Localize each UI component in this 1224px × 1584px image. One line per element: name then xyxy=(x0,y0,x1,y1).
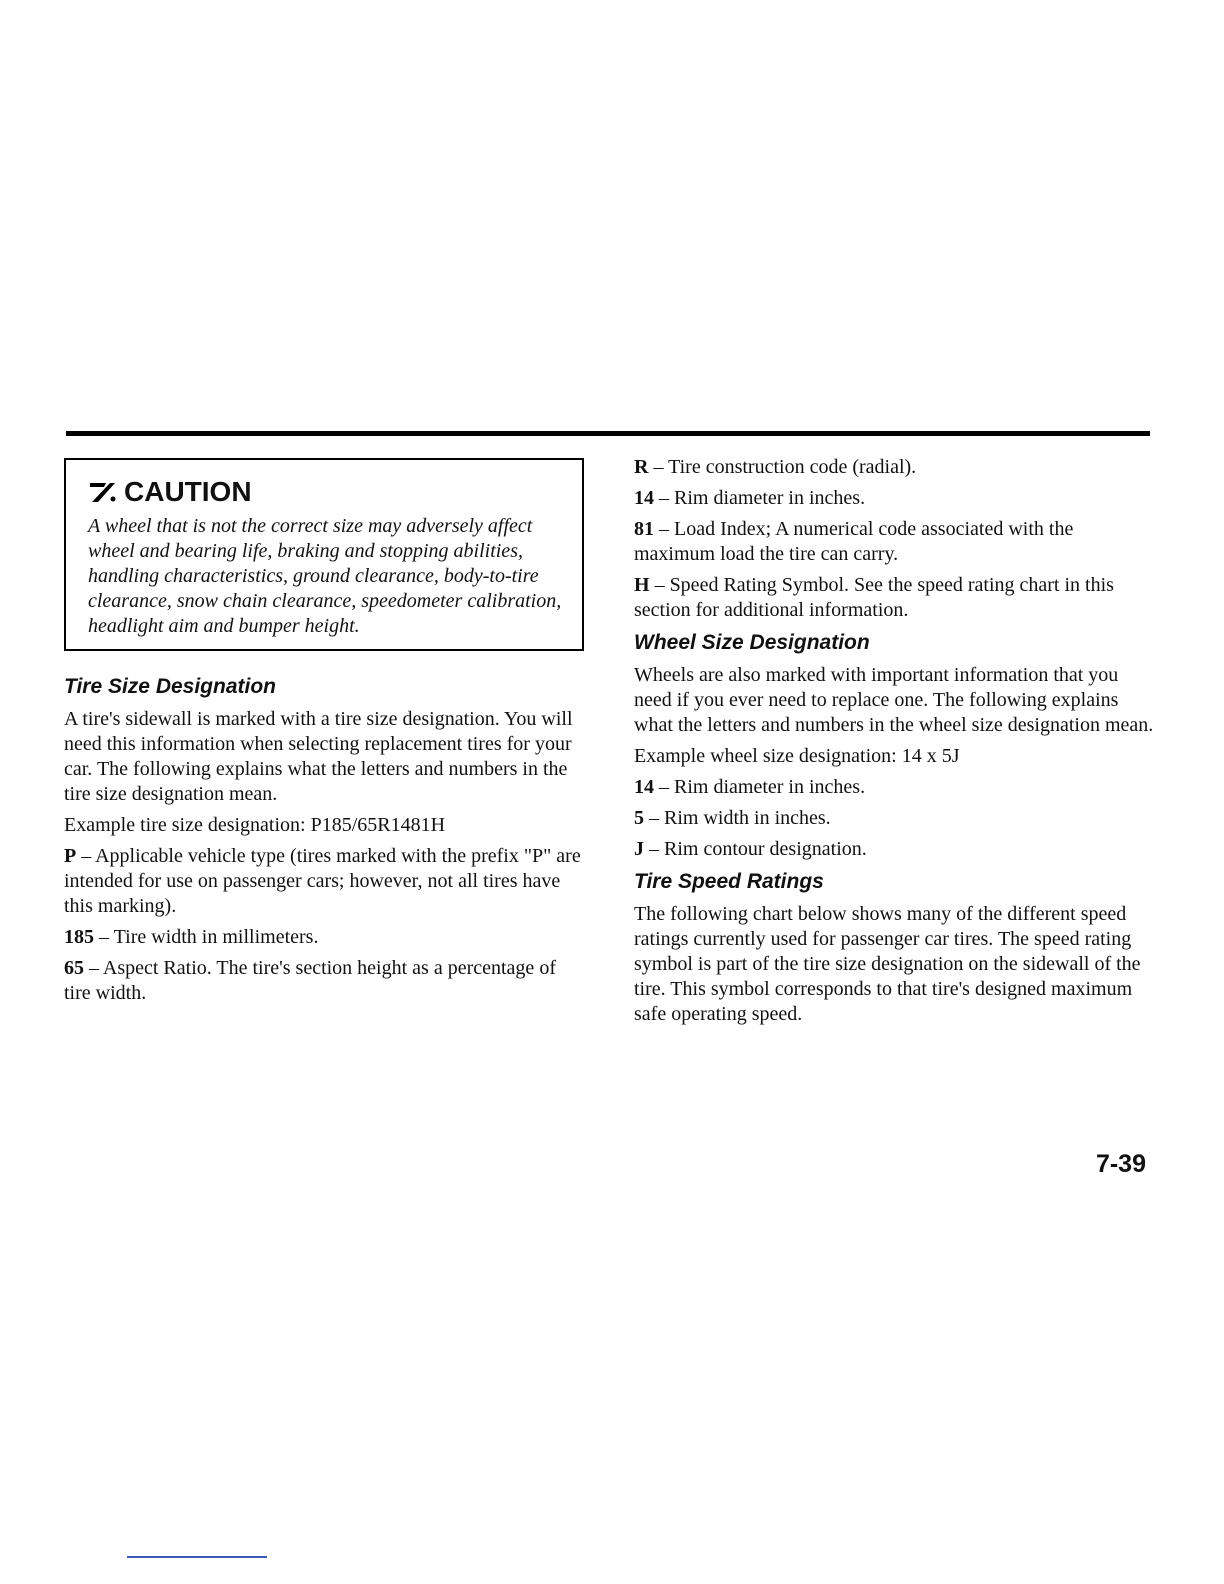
tire-item-81 xyxy=(634,517,1156,567)
caution-box xyxy=(64,458,584,651)
tire-size-heading: Tire Size Designation xyxy=(64,675,276,698)
right-column xyxy=(634,455,1156,1033)
tire-item-text: – Load Index; A numerical code associated with the maximum load the tire can carry. xyxy=(634,518,1074,565)
tire-item-text: – Aspect Ratio. The tire's section height as a percentage of tire width. xyxy=(64,957,556,1004)
wheel-item-code: J xyxy=(634,838,644,860)
caution-icon xyxy=(88,480,118,504)
wheel-item-text: – Rim contour designation. xyxy=(644,838,867,860)
wheel-item-14 xyxy=(634,775,1156,800)
wheel-size-heading: Wheel Size Designation xyxy=(634,631,870,654)
tire-item-code: P xyxy=(64,845,77,867)
tire-item-code: 185 xyxy=(64,926,94,948)
tire-size-example: Example tire size designation: P185/65R1481H xyxy=(64,814,446,836)
wheel-size-intro: Wheels are also marked with important information that you need if you ever need to replace one. The following explains what the letters and numbers in the wheel size designation mean. xyxy=(634,664,1154,736)
tire-item-code: H xyxy=(634,574,650,596)
tire-item-185 xyxy=(64,925,584,950)
tire-item-code: 81 xyxy=(634,518,654,540)
caution-text: A wheel that is not the correct size may adversely affect wheel and bearing life, braking and stopping abilities, handling characteristics, ground clearance, body-to-tire clearance, snow chain clearance, speedometer calibration, headlight aim and bumper height. xyxy=(88,515,562,637)
speed-ratings-heading: Tire Speed Ratings xyxy=(634,870,824,893)
tire-item-code: 65 xyxy=(64,957,84,979)
speed-ratings-text: The following chart below shows many of the different speed ratings currently used for passenger car tires. The speed rating symbol is part of the tire size designation on the sidewall of the tire. This symbol corresponds to that tire's designed maximum safe operating speed. xyxy=(634,903,1141,1025)
wheel-item-text: – Rim width in inches. xyxy=(644,807,831,829)
wheel-item-code: 5 xyxy=(634,807,644,829)
caution-header xyxy=(88,476,562,508)
top-rule xyxy=(66,431,1150,436)
tire-item-h xyxy=(634,573,1156,623)
tire-size-intro: A tire's sidewall is marked with a tire size designation. You will need this information when selecting replacement tires for your car. The following explains what the letters and numbers in the tire size designation mean. xyxy=(64,708,573,805)
tire-item-code: R xyxy=(634,456,649,478)
tire-item-14 xyxy=(634,486,1156,511)
wheel-item-text: – Rim diameter in inches. xyxy=(654,776,866,798)
wheel-size-example: Example wheel size designation: 14 x 5J xyxy=(634,745,960,767)
bottom-line xyxy=(127,1556,267,1558)
tire-item-text: – Tire width in millimeters. xyxy=(94,926,319,948)
wheel-item-5 xyxy=(634,806,1156,831)
caution-title: CAUTION xyxy=(124,476,252,507)
tire-item-text: – Rim diameter in inches. xyxy=(654,487,866,509)
tire-item-code: 14 xyxy=(634,487,654,509)
tire-item-65 xyxy=(64,956,584,1006)
tire-item-p xyxy=(64,844,584,919)
left-column xyxy=(64,458,584,1012)
tire-item-r xyxy=(634,455,1156,480)
tire-item-text: – Applicable vehicle type (tires marked with the prefix "P" are intended for use on passenger cars; however, not all tires have this marking). xyxy=(64,845,581,917)
wheel-item-code: 14 xyxy=(634,776,654,798)
tire-item-text: – Speed Rating Symbol. See the speed rating chart in this section for additional information. xyxy=(634,574,1114,621)
tire-item-text: – Tire construction code (radial). xyxy=(648,456,917,478)
wheel-item-j xyxy=(634,837,1156,862)
page-number: 7-39 xyxy=(1095,1150,1146,1178)
